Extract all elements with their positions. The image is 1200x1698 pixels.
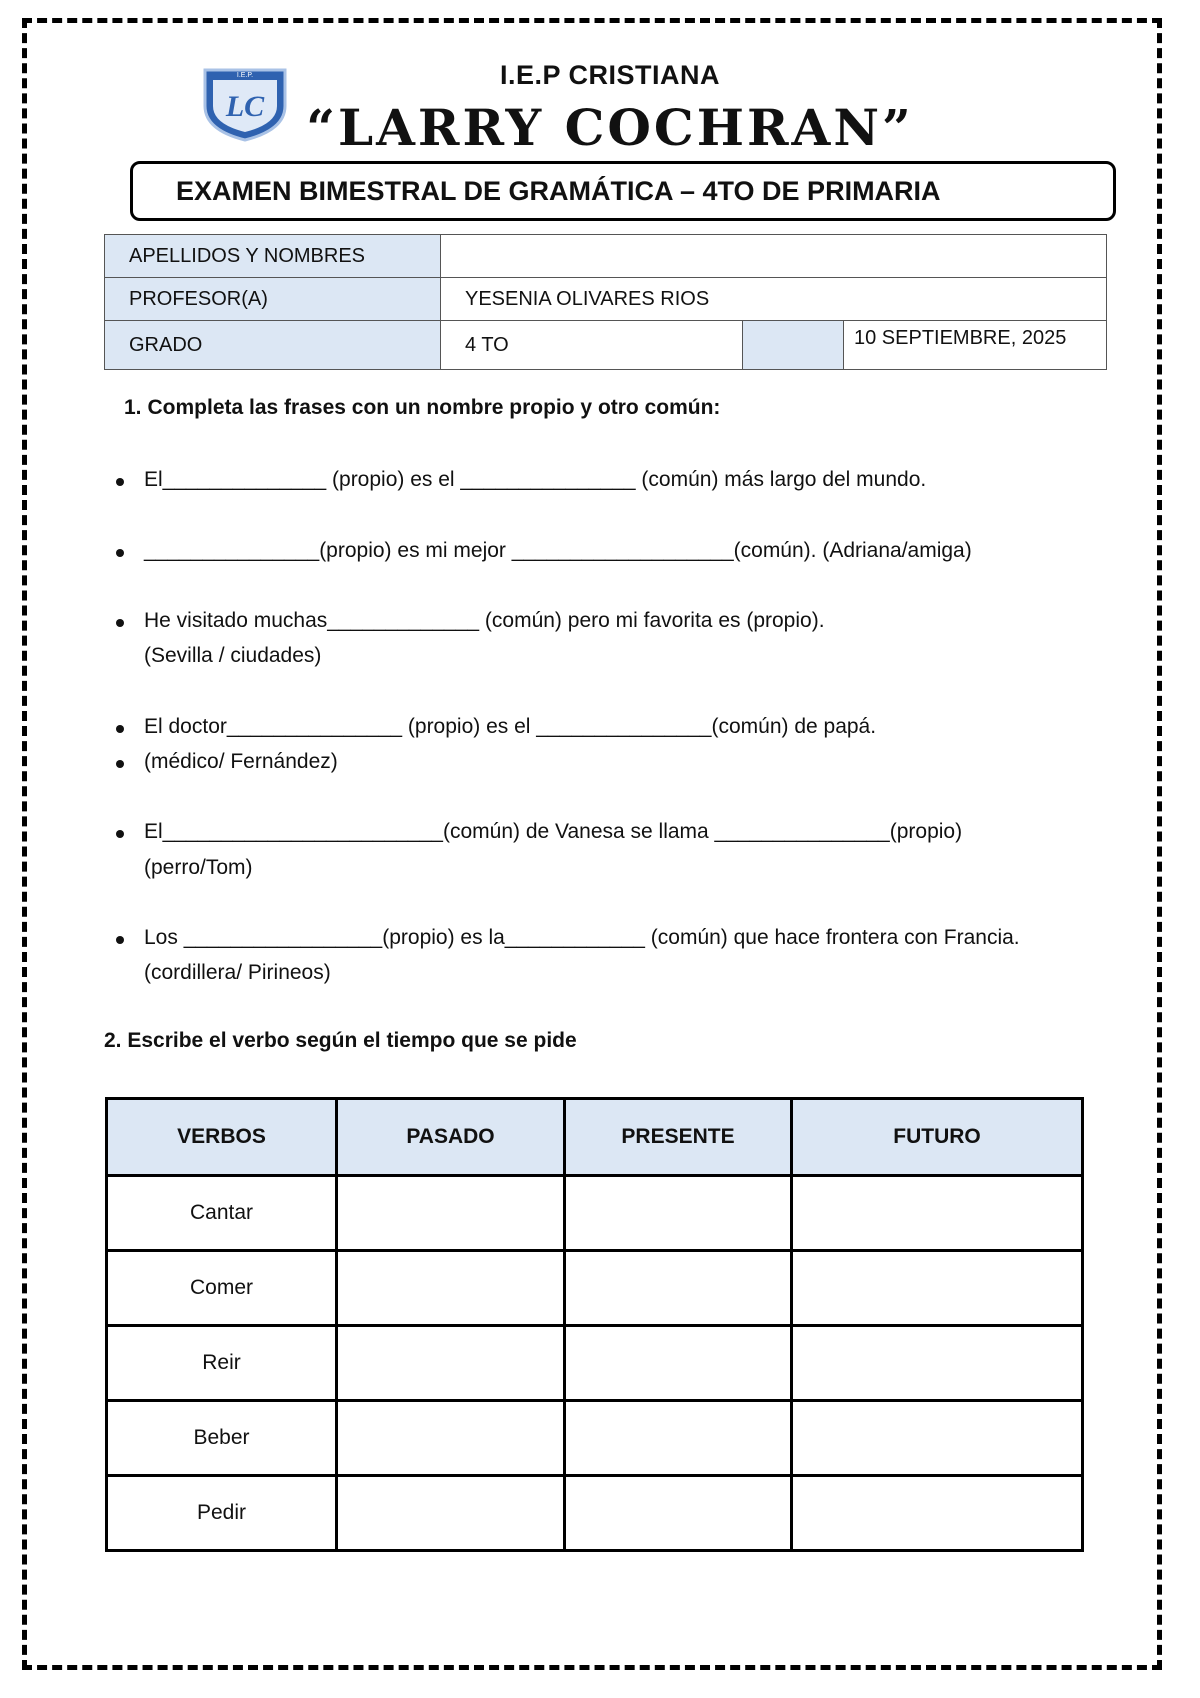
teacher-label: PROFESOR(A) [105, 278, 441, 321]
svg-text:I.E.P.: I.E.P. [236, 72, 254, 79]
answer-cell[interactable] [565, 1251, 792, 1326]
answer-cell[interactable] [565, 1401, 792, 1476]
answer-cell[interactable] [337, 1401, 565, 1476]
table-row [107, 1476, 1083, 1551]
question-2-title: 2. Escribe el verbo según el tiempo que se pide [104, 1029, 577, 1052]
verb-cell: Beber [107, 1401, 337, 1476]
verb-cell: Comer [107, 1251, 337, 1326]
table-row [105, 235, 1107, 278]
date-value: 10 SEPTIEMBRE, 2025 [844, 321, 1107, 370]
school-type: I.E.P CRISTIANA [499, 60, 721, 90]
column-header-present: PRESENTE [565, 1099, 792, 1176]
verb-tense-table [105, 1097, 1084, 1552]
answer-cell[interactable] [565, 1176, 792, 1251]
answer-cell[interactable] [337, 1476, 565, 1551]
exam-title: EXAMEN BIMESTRAL DE GRAMÁTICA – 4TO DE PRIMARIA [130, 161, 1116, 221]
table-header-row [107, 1099, 1083, 1176]
verb-cell: Reir [107, 1326, 337, 1401]
answer-cell[interactable] [792, 1251, 1083, 1326]
answer-cell[interactable] [565, 1326, 792, 1401]
school-name: “LARRY COCHRAN” [306, 98, 914, 157]
verb-cell: Cantar [107, 1176, 337, 1251]
question-1-title: 1. Completa las frases con un nombre propio y otro común: [124, 396, 721, 419]
grade-value: 4 TO [441, 321, 743, 370]
answer-cell[interactable] [792, 1401, 1083, 1476]
table-row [107, 1401, 1083, 1476]
answer-cell[interactable] [337, 1176, 565, 1251]
answer-cell[interactable] [337, 1326, 565, 1401]
answer-cell[interactable] [792, 1176, 1083, 1251]
column-header-past: PASADO [337, 1099, 565, 1176]
column-header-future: FUTURO [792, 1099, 1083, 1176]
grade-label: GRADO [105, 321, 441, 370]
answer-cell[interactable] [792, 1476, 1083, 1551]
date-label-cell [743, 321, 844, 370]
answer-cell[interactable] [565, 1476, 792, 1551]
table-row [107, 1176, 1083, 1251]
answer-cell[interactable] [337, 1251, 565, 1326]
name-label: APELLIDOS Y NOMBRES [105, 235, 441, 278]
name-field[interactable] [441, 235, 1107, 278]
table-row [105, 278, 1107, 321]
table-row [107, 1326, 1083, 1401]
student-info-table [104, 234, 1107, 370]
verb-cell: Pedir [107, 1476, 337, 1551]
answer-cell[interactable] [792, 1326, 1083, 1401]
svg-text:LC: LC [225, 90, 265, 123]
table-row [107, 1251, 1083, 1326]
table-row [105, 321, 1107, 370]
column-header-verbs: VERBOS [107, 1099, 337, 1176]
teacher-value: YESENIA OLIVARES RIOS [441, 278, 1107, 321]
